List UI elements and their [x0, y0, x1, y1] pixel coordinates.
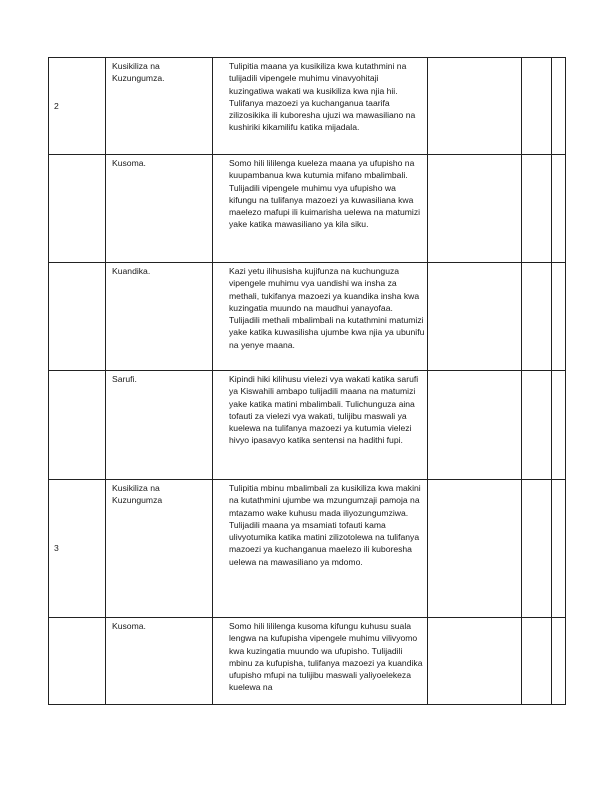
- empty-cell: [428, 155, 522, 263]
- week-cell: [49, 263, 106, 371]
- lesson-table: [48, 57, 566, 705]
- week-cell: 2: [49, 58, 106, 155]
- topic-cell: Kusoma.: [106, 155, 213, 263]
- topic-cell: Kusikiliza na Kuzungumza.: [106, 58, 213, 155]
- empty-cell: [428, 480, 522, 618]
- table-row: [49, 618, 566, 705]
- empty-cell: [428, 263, 522, 371]
- description-cell: Kazi yetu ilihusisha kujifunza na kuchunguza vipengele muhimu vya uandishi wa insha za methali, tukifanya mazoezi ya kuandika insha kwa kuzingatia muundo na maudhui yanayofaa. Tulijadili methali mbalimbali na kutathmini matumizi yake katika kuwasilisha ujumbe kwa njia ya ubunifu na yenye maana.: [213, 263, 428, 371]
- empty-cell: [522, 480, 552, 618]
- empty-cell: [522, 618, 552, 705]
- table-row: [49, 155, 566, 263]
- empty-cell: [552, 480, 566, 618]
- week-cell: 3: [49, 480, 106, 618]
- table-row: [49, 58, 566, 155]
- week-cell: [49, 155, 106, 263]
- description-cell: Somo hili lililenga kusoma kifungu kuhusu suala lengwa na kufupisha vipengele muhimu vilivyomo kwa kuzingatia muundo wa ufupisho. Tulijadili mbinu za kufupisha, tulifanya mazoezi ya kuandika ufupisho mfupi na tulijibu maswali yaliyoelekeza kuelewa na: [213, 618, 428, 705]
- topic-cell: Sarufi.: [106, 371, 213, 480]
- empty-cell: [552, 263, 566, 371]
- week-cell: [49, 371, 106, 480]
- empty-cell: [522, 263, 552, 371]
- empty-cell: [522, 155, 552, 263]
- topic-cell: Kusikiliza na Kuzungumza: [106, 480, 213, 618]
- empty-cell: [552, 155, 566, 263]
- empty-cell: [522, 371, 552, 480]
- topic-cell: Kuandika.: [106, 263, 213, 371]
- empty-cell: [552, 618, 566, 705]
- empty-cell: [428, 618, 522, 705]
- week-cell: [49, 618, 106, 705]
- description-cell: Tulipitia maana ya kusikiliza kwa kutathmini na tulijadili vipengele muhimu vinavyohitaji kuzingatiwa wakati wa kusikiliza kwa njia hii. Tulifanya mazoezi ya kuchanganua taarifa zilizosikika ili kuboresha ujuzi wa mawasiliano na kushiriki kikamilifu katika mijadala.: [213, 58, 428, 155]
- empty-cell: [522, 58, 552, 155]
- description-cell: Somo hili lililenga kueleza maana ya ufupisho na kuupambanua kwa kutumia mifano mbalimbali. Tulijadili vipengele muhimu vya ufupisho wa kifungu na tulifanya mazoezi ya kuwasiliana kwa maelezo mafupi ili kuimarisha uelewa na matumizi yake katika mawasiliano ya kila siku.: [213, 155, 428, 263]
- table-row: [49, 371, 566, 480]
- topic-cell: Kusoma.: [106, 618, 213, 705]
- empty-cell: [552, 371, 566, 480]
- description-cell: Kipindi hiki kilihusu vielezi vya wakati katika sarufi ya Kiswahili ambapo tulijadili maana na matumizi yake katika matini mbalimbali. Tulichunguza aina tofauti za vielezi vya wakati, tulijibu maswali ya kuelewa na tulifanya mazoezi ya kutumia vielezi hivyo ipasavyo katika sentensi na hadithi fupi.: [213, 371, 428, 480]
- empty-cell: [552, 58, 566, 155]
- empty-cell: [428, 371, 522, 480]
- empty-cell: [428, 58, 522, 155]
- table-row: [49, 480, 566, 618]
- table-row: [49, 263, 566, 371]
- description-cell: Tulipitia mbinu mbalimbali za kusikiliza kwa makini na kutathmini ujumbe wa mzungumzaji pamoja na mtazamo wake kuhusu mada iliyozungumziwa. Tulijadili maana ya msamiati tofauti kama ulivyotumika katika matini zilizotolewa na tulifanya mazoezi ya kuchanganua maelezo ili kuboresha uelewa na mawasiliano ya mdomo.: [213, 480, 428, 618]
